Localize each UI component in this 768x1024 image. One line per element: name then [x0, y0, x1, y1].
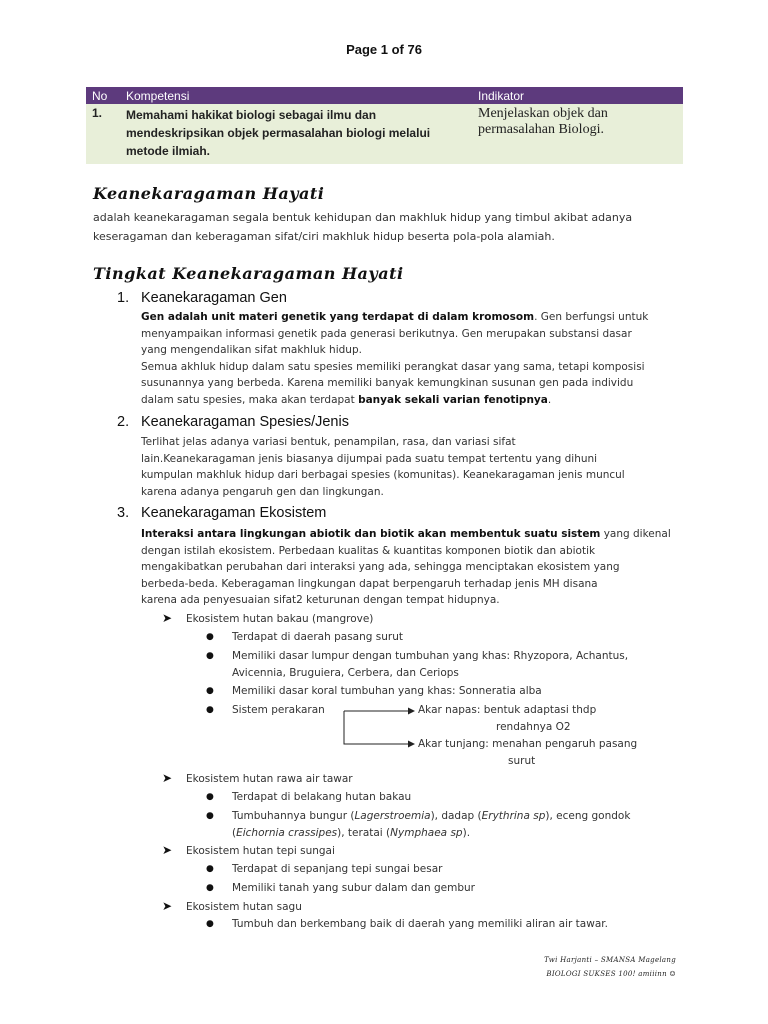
spesies-paragraph	[141, 434, 625, 500]
bullet-dot-icon: ●	[206, 883, 214, 893]
akar-tunjang-text: Akar tunjang: menahan pengaruh pasang	[418, 738, 638, 750]
text: menyampaikan informasi genetik pada generasi berikutnya. Gen merupakan substansi dasar	[141, 327, 632, 340]
heading-ekosistem: Keanekaragaman Ekosistem	[141, 505, 327, 521]
bullet-text: Tumbuhannya bungur (Lagerstroemia), dadap (Erythrina sp), eceng gondok	[232, 810, 631, 822]
text: yang mengendalikan sifat makhluk hidup.	[141, 344, 362, 356]
text: lain.Keanekaragaman jenis biasanya dijumpai pada suatu tempat tertentu yang dihuni	[141, 452, 598, 465]
bullet-text: Terdapat di belakang hutan bakau	[232, 791, 412, 803]
list-number: 2.	[117, 414, 130, 430]
table-row	[86, 104, 683, 164]
ekosistem-bold: Interaksi antara lingkungan abiotik dan biotik akan membentuk suatu sistem	[141, 528, 601, 540]
cell-no: 1.	[86, 104, 120, 164]
heading-spesies: Keanekaragaman Spesies/Jenis	[141, 414, 349, 430]
cell-indikator	[472, 104, 683, 164]
gen-paragraph	[141, 309, 648, 408]
header-kompetensi: Kompetensi	[120, 87, 472, 104]
bullet-text: Memiliki dasar koral tumbuhan yang khas: Sonneratia alba	[232, 685, 542, 697]
text: dalam satu spesies, maka akan terdapat	[141, 393, 359, 406]
text: .	[547, 393, 552, 406]
ekosistem-paragraph	[141, 526, 671, 609]
list-number: 3.	[117, 505, 130, 521]
bullet-text: Memiliki dasar lumpur dengan tumbuhan yang khas: Rhyzopora, Achantus,	[232, 650, 629, 662]
akar-napas-text: Akar napas: bentuk adaptasi thdp	[418, 704, 597, 716]
text: yang dikenal	[600, 528, 671, 540]
bullet-text: Terdapat di sepanjang tepi sungai besar	[232, 863, 443, 875]
akar-tunjang-text: surut	[508, 755, 536, 767]
page-header: Page 1 of 76	[346, 42, 422, 57]
list-number: 1.	[117, 290, 130, 306]
akar-napas-text: rendahnya O2	[496, 721, 571, 733]
bullet-text: Tumbuh dan berkembang baik di daerah yang memiliki aliran air tawar.	[232, 918, 608, 930]
ecosystem-title: Ekosistem hutan rawa air tawar	[186, 773, 353, 785]
arrow-bullet-icon: ➤	[162, 843, 173, 857]
bullet-text: Sistem perakaran	[232, 704, 325, 716]
section-title-tingkat: Tingkat Keanekaragaman Hayati	[93, 264, 404, 283]
text: karena ada penyesuaian sifat2 keturunan dengan tempat hidupnya.	[141, 594, 500, 606]
root-system-arrows	[330, 700, 425, 755]
bullet-dot-icon: ●	[206, 686, 214, 696]
bullet-dot-icon: ●	[206, 651, 214, 661]
bullet-text: Memiliki tanah yang subur dalam dan gembur	[232, 882, 475, 894]
bullet-text: Terdapat di daerah pasang surut	[232, 631, 403, 643]
bullet-dot-icon: ●	[206, 705, 214, 715]
ecosystem-title: Ekosistem hutan sagu	[186, 901, 302, 913]
text: kumpulan makhluk hidup dari berbagai spesies (komunitas). Keanekaragaman jenis muncul	[141, 469, 625, 481]
kompetensi-line: Memahami hakikat biologi sebagai ilmu dan	[126, 108, 377, 122]
section-title-keanekaragaman: Keanekaragaman Hayati	[93, 184, 325, 203]
heading-gen: Keanekaragaman Gen	[141, 290, 287, 306]
indikator-line: Menjelaskan objek dan	[478, 106, 608, 121]
text: susunannya yang berbeda. Karena memiliki banyak kemungkinan susunan gen pada individu	[141, 377, 634, 389]
bullet-dot-icon: ●	[206, 811, 214, 821]
bullet-dot-icon: ●	[206, 919, 214, 929]
ecosystem-title: Ekosistem hutan bakau (mangrove)	[186, 613, 374, 625]
definition-line: keseragaman dan keberagaman sifat/ciri makhluk hidup beserta pola-pola alamiah.	[93, 230, 555, 243]
definition-line: adalah keanekaragaman segala bentuk kehidupan dan makhluk hidup yang timbul akibat adanya	[93, 211, 633, 224]
text: Semua akhluk hidup dalam satu spesies memiliki perangkat dasar yang sama, tetapi komposisi	[141, 360, 645, 373]
bullet-dot-icon: ●	[206, 864, 214, 874]
text: berbeda-beda. Keberagaman lingkungan dapat berpengaruh terhadap jenis MH disana	[141, 577, 598, 590]
ecosystem-title: Ekosistem hutan tepi sungai	[186, 845, 335, 857]
arrow-bullet-icon: ➤	[162, 771, 173, 785]
bullet-dot-icon: ●	[206, 792, 214, 802]
footer-motto: BIOLOGI SUKSES 100! amiiinn ☺	[546, 970, 676, 978]
kompetensi-line: metode ilmiah.	[126, 144, 211, 158]
arrow-bullet-icon: ➤	[162, 611, 173, 625]
cell-kompetensi	[120, 104, 472, 164]
bullet-text: Avicennia, Bruguiera, Cerbera, dan Ceriops	[232, 667, 459, 679]
footer-author: Twi Harjanti – SMANSA Magelang	[544, 956, 676, 964]
indikator-line: permasalahan Biologi.	[478, 122, 604, 137]
bullet-text: (Eichornia crassipes), teratai (Nymphaea sp).	[232, 827, 471, 839]
header-indikator: Indikator	[472, 87, 683, 104]
gen-bold: banyak sekali varian fenotipnya	[358, 393, 548, 406]
text: Terlihat jelas adanya variasi bentuk, penampilan, rasa, dan variasi sifat	[141, 436, 516, 448]
text: . Gen berfungsi untuk	[534, 311, 649, 323]
kompetensi-line: mendeskripsikan objek permasalahan biologi melalui	[126, 126, 431, 140]
competency-table	[86, 87, 683, 164]
text: mengakibatkan perubahan dari interaksi yang ada, sehingga menciptakan ekosistem yang	[141, 561, 620, 573]
text: karena adanya pengaruh gen dan lingkungan.	[141, 485, 384, 498]
arrow-bullet-icon: ➤	[162, 899, 173, 913]
header-no: No	[86, 87, 120, 104]
gen-bold: Gen adalah unit materi genetik yang terdapat di dalam kromosom	[141, 311, 535, 323]
bullet-dot-icon: ●	[206, 632, 214, 642]
text: dengan istilah ekosistem. Perbedaan kualitas & kuantitas komponen biotik dan abiotik	[141, 544, 596, 557]
